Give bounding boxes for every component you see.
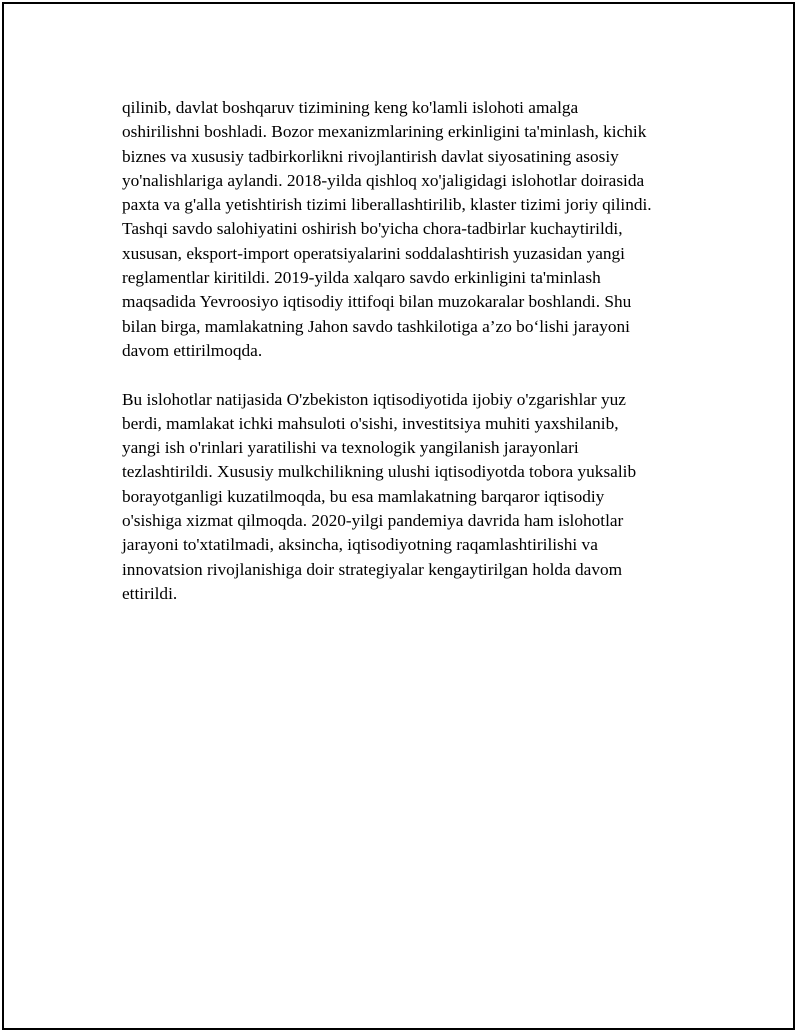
text-line: bilan birga, mamlakatning Jahon savdo tashkilotiga a’zo bo‘lishi jarayoni <box>122 316 630 336</box>
text-line: Bu islohotlar natijasida O'zbekiston iqtisodiyotida ijobiy o'zgarishlar yuz <box>122 389 626 409</box>
text-line: paxta va g'alla yetishtirish tizimi liberallashtirilib, klaster tizimi joriy qilindi. <box>122 195 652 215</box>
text-line: reglamentlar kiritildi. 2019-yilda xalqaro savdo erkinligini ta'minlash <box>122 268 601 288</box>
document-body <box>122 96 694 606</box>
text-line: Tashqi savdo salohiyatini oshirish bo'yicha chora-tadbirlar kuchaytirildi, <box>122 219 623 239</box>
text-line: davom ettirilmoqda. <box>122 340 263 360</box>
text-line: ettirildi. <box>122 583 178 603</box>
text-line: xususan, eksport-import operatsiyalarini soddalashtirish yuzasidan yangi <box>122 243 625 263</box>
text-line: jarayoni to'xtatilmadi, aksincha, iqtisodiyotning raqamlashtirilishi va <box>122 535 598 555</box>
text-line: tezlashtirildi. Xususiy mulkchilikning ulushi iqtisodiyotda tobora yuksalib <box>122 462 637 482</box>
page-frame <box>2 2 795 1030</box>
paragraph-2 <box>122 388 694 607</box>
text-line: o'sishiga xizmat qilmoqda. 2020-yilgi pandemiya davrida ham islohotlar <box>122 511 624 531</box>
text-line: yo'nalishlariga aylandi. 2018-yilda qishloq xo'jaligidagi islohotlar doirasida <box>122 170 645 190</box>
text-line: berdi, mamlakat ichki mahsuloti o'sishi, investitsiya muhiti yaxshilanib, <box>122 413 619 433</box>
text-line: innovatsion rivojlanishiga doir strategiyalar kengaytirilgan holda davom <box>122 559 623 579</box>
paragraph-1 <box>122 96 694 363</box>
text-line: qilinib, davlat boshqaruv tizimining keng ko'lamli islohoti amalga <box>122 98 579 117</box>
text-line: oshirilishni boshladi. Bozor mexanizmlarining erkinligini ta'minlash, kichik <box>122 122 647 142</box>
text-line: yangi ish o'rinlari yaratilishi va texnologik yangilanish jarayonlari <box>122 438 579 458</box>
text-line: biznes va xususiy tadbirkorlikni rivojlantirish davlat siyosatining asosiy <box>122 146 619 166</box>
text-line: maqsadida Yevroosiyo iqtisodiy ittifoqi bilan muzokaralar boshlandi. Shu <box>122 292 632 312</box>
text-line: borayotganligi kuzatilmoqda, bu esa mamlakatning barqaror iqtisodiy <box>122 486 605 506</box>
